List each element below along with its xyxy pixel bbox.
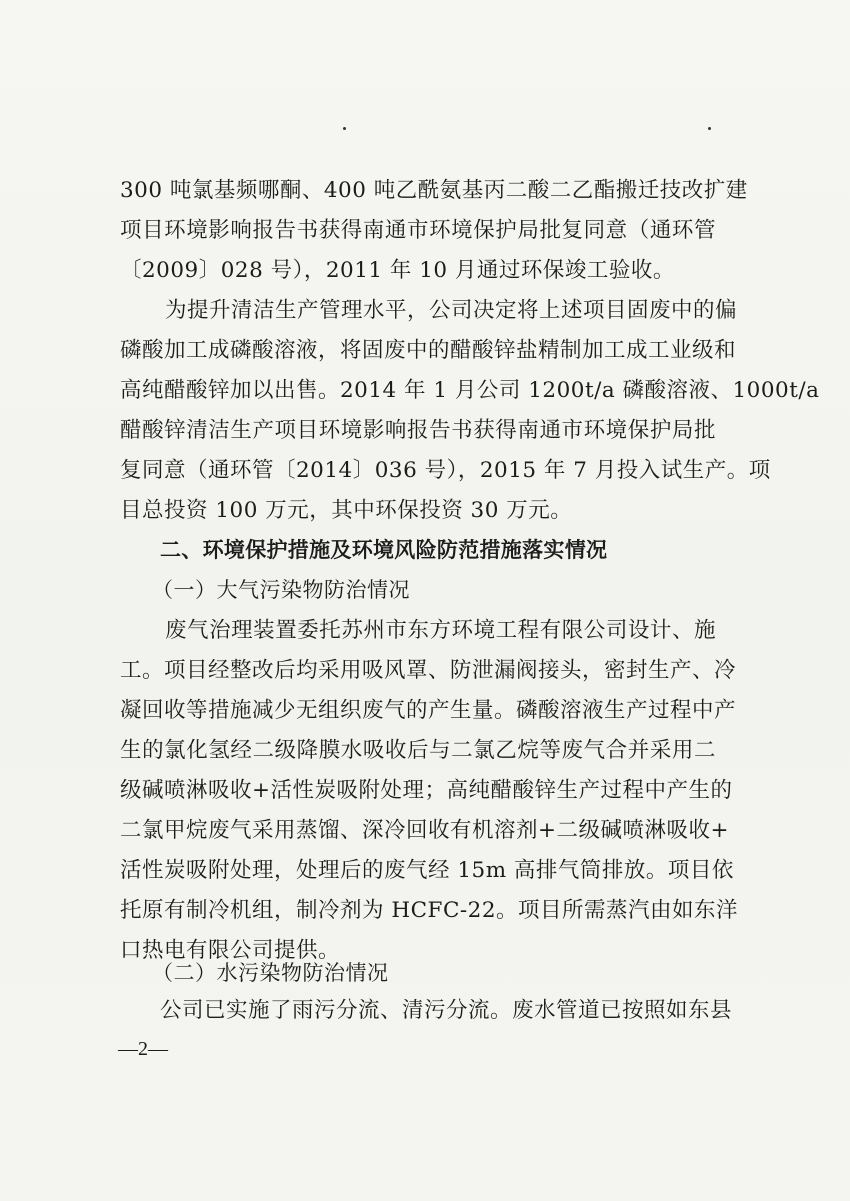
body-line: 二氯甲烷废气采用蒸馏、深冷回收有机溶剂+二级碱喷淋吸收+ [120, 818, 730, 843]
body-line: 生的氯化氢经二级降膜水吸收后与二氯乙烷等废气合并采用二 [120, 738, 716, 763]
body-line: 级碱喷淋吸收+活性炭吸附处理；高纯醋酸锌生产过程中产生的 [120, 778, 733, 803]
body-line: 为提升清洁生产管理水平，公司决定将上述项目固废中的偏 [165, 298, 738, 323]
body-line: 醋酸锌清洁生产项目环境影响报告书获得南通市环境保护局批 [120, 418, 716, 443]
subsection-heading: （一）大气污染物防治情况 [152, 578, 410, 602]
page-number: —2— [118, 1038, 168, 1060]
body-line: 磷酸加工成磷酸溶液，将固废中的醋酸锌盐精制加工成工业级和 [120, 338, 737, 363]
body-line: 凝回收等措施减少无组织废气的产生量。磷酸溶液生产过程中产 [120, 698, 737, 723]
body-line: 复同意（通环管〔2014〕036 号），2015 年 7 月投入试生产。项 [120, 458, 771, 483]
body-line: 高纯醋酸锌加以出售。2014 年 1 月公司 1200t/a 磷酸溶液、1000t/a [120, 378, 820, 403]
body-line: 项目环境影响报告书获得南通市环境保护局批复同意（通环管 [120, 218, 716, 243]
body-line: 口热电有限公司提供。 [120, 938, 341, 963]
body-line: 目总投资 100 万元，其中环保投资 30 万元。 [120, 498, 573, 523]
body-line: 活性炭吸附处理，处理后的废气经 15m 高排气筒排放。项目依 [120, 858, 734, 883]
body-line: 托原有制冷机组，制冷剂为 HCFC-22。项目所需蒸汽由如东洋 [120, 898, 739, 923]
scan-speck [708, 127, 711, 130]
scan-speck [343, 127, 346, 130]
section-heading: 二、环境保护措施及环境风险防范措施落实情况 [160, 538, 608, 562]
body-line: 工。项目经整改后均采用吸风罩、防泄漏阀接头，密封生产、冷 [120, 658, 737, 683]
body-line: 300 吨氯基频哪酮、400 吨乙酰氨基丙二酸二乙酯搬迁技改扩建 [120, 178, 748, 203]
body-line: 公司已实施了雨污分流、清污分流。废水管道已按照如东县 [160, 998, 733, 1023]
subsection-heading: （二）水污染物防治情况 [152, 961, 389, 985]
body-line: 〔2009〕028 号），2011 年 10 月通过环保竣工验收。 [120, 258, 675, 283]
body-line: 废气治理装置委托苏州市东方环境工程有限公司设计、施 [165, 618, 716, 643]
